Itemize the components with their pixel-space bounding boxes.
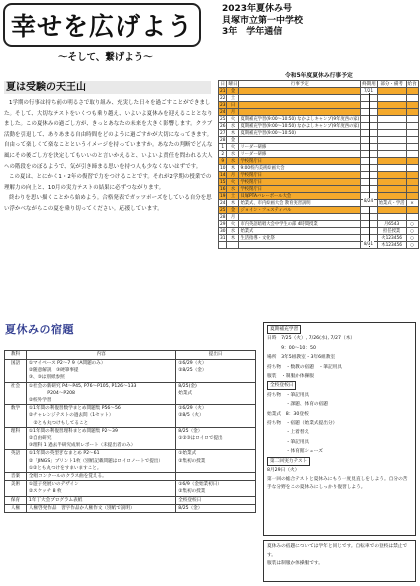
homework-header-row — [5, 351, 256, 360]
schedule-day-cell: 9 — [219, 158, 227, 165]
schedule-row — [219, 221, 419, 228]
homework-content-cell: ①マイベース P2〜7 9（A問題のみ） ②随意解説 ③硬筆事提 ③、③は別紙参照 — [26, 360, 175, 383]
homework-due-cell: ①6/9（金始業初日） ②集初の授業 — [176, 481, 256, 496]
schedule-day-cell: 19 — [220, 193, 226, 199]
schedule-day-cell: 1 — [219, 144, 227, 151]
article-heading: 夏は受験の天王山 — [4, 81, 211, 94]
schedule-target-cell — [377, 207, 406, 214]
schedule-target-cell: 火123456 — [377, 235, 406, 242]
schedule-row — [219, 200, 419, 207]
issue-line: 3年 学年通信 — [222, 27, 283, 37]
homework-row — [5, 481, 256, 496]
schedule-weekday-cell: 土 — [227, 95, 239, 102]
schedule-lunch-cell — [406, 179, 418, 186]
homework-row — [5, 450, 256, 473]
schedule-lunch-cell: ○ — [406, 221, 418, 228]
schedule-header-row — [219, 81, 419, 88]
test-line: 8月29日（火） — [267, 468, 300, 474]
newsletter-title: 幸せを広げよう — [10, 12, 193, 41]
schedule-target-cell — [377, 88, 406, 95]
schedule-target-cell — [377, 137, 406, 144]
schedule-weekday-cell: 水 — [227, 123, 239, 130]
schedule-target-cell — [377, 158, 406, 165]
schedule-day-cell: 30 — [220, 228, 226, 234]
schedule-event-cell: 市内英語暗唱大会中学生の部 4時間授業 — [239, 221, 361, 228]
schedule-day-cell: 29 — [220, 221, 226, 227]
meeting-line: 始業式 8：30登校 — [267, 411, 309, 417]
schedule-weekday-cell: 月 — [227, 109, 239, 116]
schedule-event-cell — [239, 95, 361, 102]
schedule-target-cell — [377, 109, 406, 116]
schedule-weekday-cell: 水 — [227, 228, 239, 235]
schedule-lunch-cell — [406, 144, 418, 151]
schedule-row — [219, 186, 419, 193]
homework-due-cell: 8/25（金） — [176, 504, 256, 512]
schedule-lunch-cell — [406, 186, 418, 193]
schedule-weekday-cell: 火 — [227, 144, 239, 151]
homework-row — [5, 473, 256, 481]
schedule-row — [219, 102, 419, 109]
schedule-day-cell: 24 — [220, 109, 226, 115]
schedule-row — [219, 116, 419, 123]
schedule-weekday-cell: 木 — [227, 165, 239, 172]
schedule-weekday-cell: 木 — [227, 130, 239, 137]
homework-subject-cell: 国語 — [5, 360, 27, 383]
schedule-target-cell — [377, 193, 406, 200]
schedule-header-cell: 終期用 — [362, 82, 376, 87]
schedule-row — [219, 228, 419, 235]
schedule-row — [219, 158, 419, 165]
homework-row — [5, 427, 256, 450]
schedule-target-cell — [377, 123, 406, 130]
schedule-row — [219, 123, 419, 130]
schedule-lunch-cell: ○ — [406, 228, 418, 235]
schedule-lunch-cell — [406, 109, 418, 116]
schedule-target-cell: 月6543 — [377, 221, 406, 228]
schedule-day-cell: 2 — [219, 151, 227, 158]
schedule-day-cell: 26 — [220, 123, 226, 129]
schedule-title: 令和5年度夏休み行事予定 — [285, 73, 353, 79]
schedule-lunch-cell — [406, 102, 418, 109]
schedule-event-cell — [239, 242, 361, 249]
schedule-lunch-cell — [406, 95, 418, 102]
homework-subject-cell: 英語 — [5, 450, 27, 473]
schedule-lunch-cell — [406, 165, 418, 172]
program-line: 場所 3年5組教室・3年6組教室 — [267, 355, 336, 361]
schedule-day-cell: 28 — [220, 214, 226, 220]
schedule-event-cell — [239, 109, 361, 116]
schedule-event-cell — [239, 88, 361, 95]
homework-content-cell: 1年丁大会プログラム表紙 — [26, 496, 175, 504]
homework-content-cell: ①1年間の利復習理科まとめ問題集 P2〜39 ②自由研究 ③理科 1 過去半研究成果レポート（未提出者のみ） — [26, 427, 175, 450]
schedule-lunch-cell — [406, 151, 418, 158]
homework-content-cell: 人権啓発作品 習字作品か人権作文（別紙で説明） — [26, 504, 175, 512]
homework-table — [4, 350, 256, 513]
schedule-event-cell — [239, 102, 361, 109]
schedule-row — [219, 242, 419, 249]
schedule-event-cell — [239, 214, 361, 221]
schedule-row — [219, 88, 419, 95]
schedule-row — [219, 151, 419, 158]
homework-subject-cell: 保育 — [5, 496, 27, 504]
schedule-event-cell: 9:00校内美術絵画大会 — [239, 165, 361, 172]
schedule-lunch-cell — [406, 130, 418, 137]
schedule-row — [219, 95, 419, 102]
schedule-day-cell — [219, 242, 227, 249]
issue-line: 貝塚市立第一中学校 — [222, 15, 304, 26]
homework-content-cell: ①遊子発展いのデザイン ②スケッチ 8 枚 — [26, 481, 175, 496]
issue-line: 2023年夏休み号 — [222, 4, 293, 14]
schedule-event-cell — [239, 137, 361, 144]
schedule-lunch-cell — [406, 123, 418, 130]
schedule-header-cell: 行事予定 — [239, 81, 361, 88]
schedule-weekday-cell: 火 — [227, 179, 239, 186]
schedule-row — [219, 179, 419, 186]
schedule-weekday-cell: 木 — [227, 200, 239, 207]
schedule-lunch-cell — [406, 88, 418, 95]
homework-header-cell: 提出日 — [176, 351, 256, 360]
homework-subject-cell: 音楽 — [5, 473, 27, 481]
schedule-row — [219, 193, 419, 200]
test-tag: 第二回実力テスト — [267, 457, 310, 466]
schedule-weekday-cell: 火 — [227, 221, 239, 228]
schedule-target-cell — [377, 214, 406, 221]
summer-period-line — [369, 90, 370, 200]
homework-header-cell: 教科 — [5, 351, 27, 360]
schedule-event-cell: 始業式 — [239, 228, 361, 235]
homework-due-cell — [176, 473, 256, 481]
schedule-header-cell: 給食 — [407, 82, 417, 87]
schedule-day-cell: 31 — [220, 235, 226, 241]
period-label: 7/21 — [364, 87, 373, 93]
homework-due-cell: 全校登校日 — [176, 496, 256, 504]
schedule-lunch-cell — [406, 207, 418, 214]
schedule-target-cell — [377, 95, 406, 102]
schedule-weekday-cell: 火 — [227, 116, 239, 123]
summer-info-box — [263, 322, 416, 536]
schedule-lunch-cell: ○ — [406, 242, 418, 249]
schedule-target-cell — [377, 102, 406, 109]
schedule-weekday-cell: 月 — [227, 172, 239, 179]
schedule-row — [219, 214, 419, 221]
schedule-event-cell: リーダー研修 — [239, 144, 361, 151]
homework-header-cell: 内容 — [26, 351, 175, 360]
homework-content-cell: ①社会の新研究 P4〜P45, P76〜P105, P126〜133 P204〜P208 ②校外学習 — [26, 382, 175, 405]
schedule-target-cell — [377, 151, 406, 158]
homework-due-cell: 8/25(金) 始業式 — [176, 382, 256, 405]
schedule-weekday-cell: 金 — [227, 137, 239, 144]
article-paragraph: 終わりを思い描くことから始めよう。合格発表でガッツポーズをしている自分を思い浮かべながらこの夏を乗り切ってください。応援しています。 — [4, 195, 212, 212]
schedule-weekday-cell: 金 — [227, 88, 239, 95]
schedule-event-cell: 始業式、市内絵画大会 教育実習説明 — [239, 200, 361, 207]
schedule-day-cell: 27 — [220, 130, 226, 136]
schedule-target-cell — [377, 186, 406, 193]
schedule-target-cell — [377, 179, 406, 186]
homework-due-cell: ①6/29（火） ②8/25（金） — [176, 360, 256, 383]
schedule-weekday-cell: 金 — [227, 207, 239, 214]
schedule-day-cell: 25 — [220, 207, 226, 213]
schedule-lunch-cell: × — [406, 200, 418, 207]
schedule-event-cell: 学校閉庁日 — [239, 172, 361, 179]
schedule-target-cell: 始業式・学活 — [378, 201, 405, 206]
schedule-event-cell: 夏期補充学習(9:00〜10:50) なかよしキャンプ(9年度西の家) — [240, 117, 360, 122]
schedule-lunch-cell: ○ — [406, 235, 418, 242]
schedule-weekday-cell — [227, 242, 239, 249]
homework-row — [5, 382, 256, 405]
schedule-event-cell: 学校閉庁日 — [239, 179, 361, 186]
homework-subject-cell: 社会 — [5, 382, 27, 405]
meeting-line: ・筆記用具 — [267, 439, 310, 445]
schedule-event-cell: 生活指導・文化祭 — [239, 235, 361, 242]
schedule-event-cell: 貝塚PTAバレーボール大会 — [239, 193, 361, 200]
schedule-day-cell: 23 — [220, 102, 226, 108]
homework-subject-cell: 人権 — [5, 504, 27, 512]
schedule-event-cell: リーダー研修 — [239, 151, 361, 158]
test-line: 第一回の総合テストと夏休みにもう一度見直しをしよう。自分の苦手な分野をこの夏休みにしっかり復習しよう。 — [267, 476, 408, 491]
schedule-weekday-cell: 水 — [227, 158, 239, 165]
homework-content-cell: 全唱コンクールのクラス曲を覚える。 — [26, 473, 175, 481]
meeting-line: ・上着替え — [267, 430, 310, 436]
article-paragraph: この夏は、とにかく1・2年の復習で力をつけることです。それが2学期の授業での理解力の向上と、10月の実力テストの結果に必ずつながります。 — [4, 174, 212, 191]
schedule-row — [219, 235, 419, 242]
schedule-lunch-cell — [406, 137, 418, 144]
schedule-target-cell: 担任授業 — [377, 228, 406, 235]
meeting-line: ・課題、体育の宿題 — [267, 402, 328, 408]
schedule-weekday-cell: 日 — [227, 102, 239, 109]
schedule-day-cell: 24 — [220, 200, 226, 206]
article-body — [4, 98, 213, 215]
homework-due-cell: ①始業式 ②集初の授業 — [176, 450, 256, 473]
schedule-lunch-cell — [406, 172, 418, 179]
schedule-lunch-cell — [406, 158, 418, 165]
homework-due-cell: 8/25（金） ①②③はロイロで提出 — [176, 427, 256, 450]
schedule-event-cell: 夏期補充学習(9:00〜10:50) — [239, 130, 361, 137]
homework-subject-cell: 数学 — [5, 405, 27, 428]
homework-content-cell: ①1年間の利復習数学まとめ問題集 P56〜56 ②チャレンジテストの過去問（1セット） ②とも丸つけもしてること — [26, 405, 175, 428]
schedule-header-cell: 部分・備考 — [377, 81, 406, 88]
meeting-line: 持ち物 ・宿題（始業式提出分） — [267, 421, 338, 427]
schedule-lunch-cell — [406, 193, 418, 200]
footer-line: 夏休みの宿題については学年と同じです。自転車での登校は禁止です。 — [267, 544, 408, 558]
newsletter-subtitle: 〜そして、繋げよう〜 — [58, 52, 153, 63]
program-line: 9：00〜10：50 — [267, 345, 317, 351]
schedule-lunch-cell — [406, 116, 418, 123]
schedule-weekday-cell: 水 — [227, 151, 239, 158]
schedule-target-cell: 木123456 — [377, 242, 406, 249]
newsletter-title-box — [3, 3, 201, 47]
schedule-weekday-cell: 水 — [227, 186, 239, 193]
schedule-table — [218, 80, 419, 249]
schedule-target-cell — [377, 172, 406, 179]
homework-row — [5, 504, 256, 512]
homework-row — [5, 360, 256, 383]
homework-heading: 夏休みの宿題 — [5, 323, 74, 336]
meeting-line: 持ち物 ・筆記用具 — [267, 392, 310, 398]
meeting-line: ・体育館シューズ — [267, 449, 323, 455]
schedule-target-cell — [377, 144, 406, 151]
homework-subject-cell: 美術 — [5, 481, 27, 496]
schedule-row — [219, 130, 419, 137]
schedule-row — [219, 172, 419, 179]
schedule-day-cell: 14 — [220, 172, 226, 178]
homework-subject-cell: 理科 — [5, 427, 27, 450]
schedule-header-cell: 曜日 — [228, 82, 238, 87]
schedule-row — [219, 144, 419, 151]
schedule-day-cell: 16 — [220, 186, 226, 192]
schedule-day-cell: 25 — [220, 116, 226, 122]
schedule-event-cell: 学校閉庁日 — [239, 186, 361, 193]
schedule-row — [219, 137, 419, 144]
article-paragraph: 1学期の行事は持ち前の明るさで取り組み、充実した日々を過ごすことができました。そして、大切なテストをいくつも乗り越え、いよいよ夏休みを迎えることとなりました。この夏休みの過ごし方が、きっとあなたの未来を大きく影響します。クラブ活動を引退して、ありあまる自由時間をどのように過ごすかが大切になってきます。自由って楽しくて楽なことというイメージを持っていますか。あなたの判断でどんな風にその後ごし方を決定してもいいのと言いかえると、いよいよ責任を問われる大人への階段をのぼるようで、気が引き締まる思いを持つ人も少なくないはずです。 — [4, 100, 213, 170]
program-tag: 夏期補充学習 — [267, 325, 301, 334]
schedule-row — [219, 207, 419, 214]
schedule-event-cell: 学校閉庁日 — [239, 158, 361, 165]
schedule-event-cell: ジョイン・フェスティバル — [239, 207, 361, 214]
homework-due-cell: ①6/29（火） ②8/5（火） — [176, 405, 256, 428]
schedule-target-cell — [377, 116, 406, 123]
homework-row — [5, 496, 256, 504]
schedule-header-cell: 日 — [220, 82, 225, 87]
schedule-day-cell: 15 — [220, 179, 226, 185]
schedule-day-cell: 21 — [220, 88, 226, 94]
schedule-row — [219, 165, 419, 172]
schedule-day-cell: 22 — [220, 95, 226, 101]
program-line: 服装 ・制服か体操服 — [267, 374, 314, 380]
schedule-day-cell: 28 — [220, 137, 226, 143]
schedule-lunch-cell — [406, 214, 418, 221]
homework-row — [5, 405, 256, 428]
schedule-target-cell — [377, 165, 406, 172]
schedule-event-cell: 夏期補充学習(9:00〜10:50) なかよしキャンプ(9年度西の家) — [240, 124, 360, 129]
issue-info — [222, 4, 303, 39]
schedule-weekday-cell: 月 — [227, 214, 239, 221]
program-line: 日時 7/25（火）, 7/26(水), 7/27（木） — [267, 336, 356, 342]
schedule-weekday-cell: 土 — [227, 193, 239, 200]
schedule-row — [219, 109, 419, 116]
meeting-tag: 全校登校日 — [267, 381, 296, 390]
schedule-day-cell: 10 — [220, 165, 226, 171]
homework-content-cell: ①1年間の英型ぎなまとめ P2〜61 ②「JINGS」プリント1枚（別紙記載問題はロイロノートで提出） ①②とも丸つけをすまいますこと。 — [26, 450, 175, 473]
schedule-weekday-cell: 木 — [227, 235, 239, 242]
schedule-target-cell — [377, 130, 406, 137]
period-label: 8/24 — [364, 197, 373, 203]
program-line: 持ち物 ・数教の宿題 ・筆記用具 — [267, 364, 343, 370]
footer-note-box — [263, 540, 416, 582]
footer-line: 服装は制服か体操服です。 — [267, 561, 323, 567]
period-label: 8/31 — [364, 240, 373, 246]
